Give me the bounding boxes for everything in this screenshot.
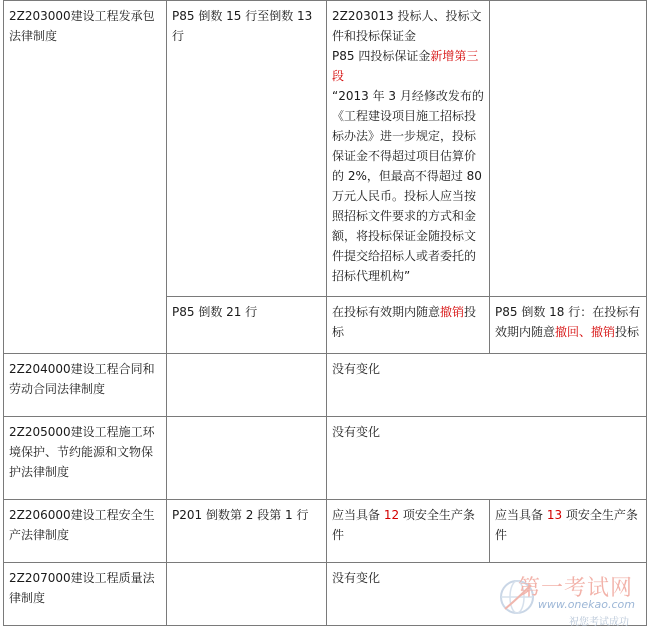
highlight-text: 新增第三段 [332,49,479,83]
watermark-url: www.onekao.com [537,598,635,611]
highlight-text: 撤销 [440,305,465,319]
chapter-code-cell [4,1,167,354]
table-row [4,354,647,417]
watermark-slogan: 祝您考试成功 [569,617,629,628]
change-text: 没有变化 [332,425,381,439]
original-text-cell [327,1,490,297]
location-cell [167,354,327,417]
change-text: 没有变化 [332,362,381,376]
original-text: 2Z203013 投标人、投标文件和投标保证金 [332,9,482,43]
change-cell [327,417,647,500]
original-text-cell: 应当具备 12 项安全生产条件 [327,500,490,563]
chapter-code-cell [4,417,167,500]
original-text: P85 四投标保证金新增第三段 [332,49,479,83]
original-text-cell: 在投标有效期内随意撤销投标 [327,297,490,354]
revised-text-cell: P85 倒数 18 行：在投标有效期内随意撤回、撤销投标 [490,297,647,354]
highlight-text: 13 [546,508,563,522]
chapter-code: 2Z204000建设工程合同和劳动合同法律制度 [9,362,155,396]
chapter-code-cell [4,354,167,417]
location-cell [167,1,327,297]
table-row [4,500,647,563]
highlight-text: 撤回、撤销 [555,325,616,339]
location-text: P85 倒数 21 行 [172,305,258,319]
chapter-code-cell [4,500,167,563]
revised-text-cell [490,1,647,297]
chapter-code: 2Z206000建设工程安全生产法律制度 [9,508,155,542]
watermark-title: 第一考试网 [517,576,633,601]
location-cell [167,500,327,563]
revision-table [3,0,647,626]
location-cell [167,563,327,626]
chapter-code-cell [4,563,167,626]
chapter-code: 2Z203000建设工程发承包法律制度 [9,9,155,43]
table-row [4,417,647,500]
original-text: “2013 年 3 月经修改发布的《工程建设项目施工招标投标办法》进一步规定，投标保证金不得超过项目估算价的 2%，但最高不得超过 80 万元人民币。投标人应当按照招标文件要求的方式和金额，将投标保证金随投标文件提交给招标人或者委托的招标代理机构” [332,89,484,283]
table-row [4,1,647,297]
revised-text-cell: 应当具备 13 项安全生产条件 [490,500,647,563]
change-cell [327,354,647,417]
location-cell [167,417,327,500]
location-cell [167,297,327,354]
chapter-code: 2Z207000建设工程质量法律制度 [9,571,155,605]
location-text: P85 倒数 15 行至倒数 13 行 [172,9,313,43]
chapter-code: 2Z205000建设工程施工环境保护、节约能源和文物保护法律制度 [9,425,155,479]
change-text: 没有变化 [332,571,381,585]
site-watermark [497,571,637,629]
location-text: P201 倒数第 2 段第 1 行 [172,508,309,522]
highlight-text: 12 [383,508,400,522]
